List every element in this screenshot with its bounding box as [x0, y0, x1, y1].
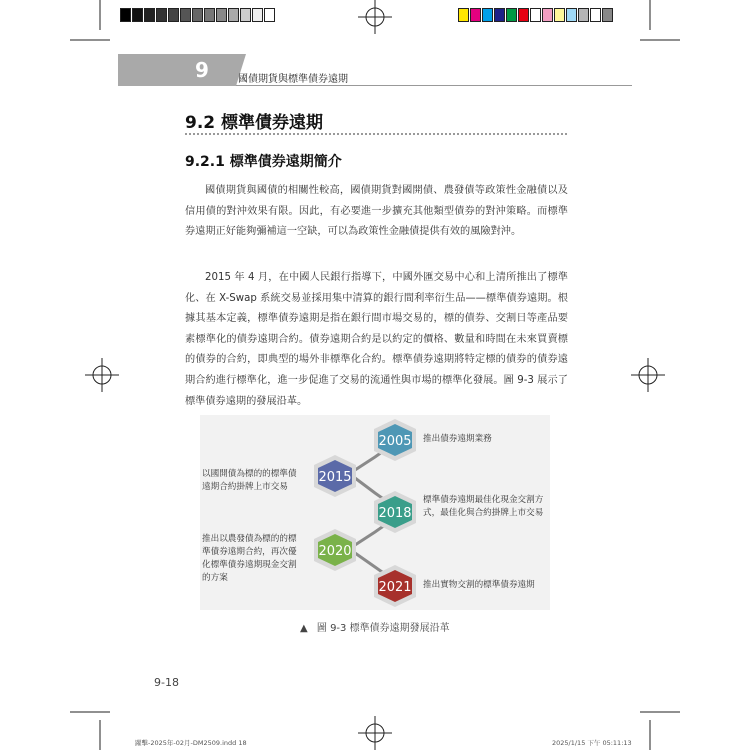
timeline-text-2018: 標準債券遠期最佳化現金交割方式，最佳化與合約掛牌上市交易: [423, 495, 544, 518]
hexagon-2015: [314, 455, 356, 497]
chapter-number: 9: [195, 58, 209, 82]
page-number: 9-18: [154, 676, 179, 689]
figure-caption: [300, 619, 450, 634]
year-label: 2015: [318, 470, 352, 485]
subsection-heading: 9.2.1 標準債券遠期簡介: [185, 154, 342, 170]
section-dotted-rule: [185, 133, 567, 135]
timeline-text-2021: 推出實物交割的標準債券遠期: [423, 580, 535, 590]
section-heading: 9.2 標準債券遠期: [185, 113, 324, 133]
paragraph-2: 2015 年 4 月，在中國人民銀行指導下，中國外匯交易中心和上清所推出了標準化、在 X-Swap 系統交易並採用集中清算的銀行間利率衍生品——標準債券遠期。根據其基本定義，標準債券遠期是指在銀行間市場交易的，標的債券、交割日等產品要素標準化的債券遠期合約。債券遠期合約是以約定的價格、數量和時間在未來買賣標的債券的合約，即典型的場外非標準化合約。標準債券遠期將特定標的債券的債券遠期合約進行標準化，進一步促進了交易的流通性與市場的標準化發展。圖 9-3 展示了標準債券遠期的發展沿革。: [185, 272, 568, 407]
caption-text: 圖 9-3 標準債券遠期發展沿革: [316, 623, 450, 634]
timeline-graphic: [300, 415, 430, 610]
paragraph-1: 國債期貨與國債的相關性較高，國債期貨對國開債、農發債等政策性金融債以及信用債的對沖效果有限。因此，有必要進一步擴充其他類型債券的對沖策略。而標準券遠期正好能夠彌補這一空缺，可以為政策性金融債提供有效的風險對沖。: [185, 185, 568, 238]
chapter-header-band: [118, 54, 236, 86]
chapter-title: 國債期貨與標準債券遠期: [238, 74, 348, 85]
footer-timestamp: 2025/1/15 下午 05:11:13: [552, 739, 632, 747]
timeline-text-2020: 推出以農發債為標的的標準債券遠期合約，再次優化標準債券遠期現金交割的方案: [202, 534, 297, 583]
caption-triangle-icon: ▲: [300, 623, 308, 634]
year-label: 2020: [318, 544, 352, 559]
year-label: 2021: [378, 580, 412, 595]
timeline-text-2005: 推出債券遠期業務: [423, 434, 492, 444]
hexagon-2020: [314, 529, 356, 571]
year-label: 2018: [378, 506, 412, 521]
year-label: 2005: [378, 434, 412, 449]
header-rule: [236, 85, 632, 86]
footer-file-info: 躍擊-2025年-02月-DM2509.indd 18: [135, 739, 247, 747]
timeline-text-2015: 以國開債為標的的標準債遠期合約掛牌上市交易: [202, 469, 297, 492]
